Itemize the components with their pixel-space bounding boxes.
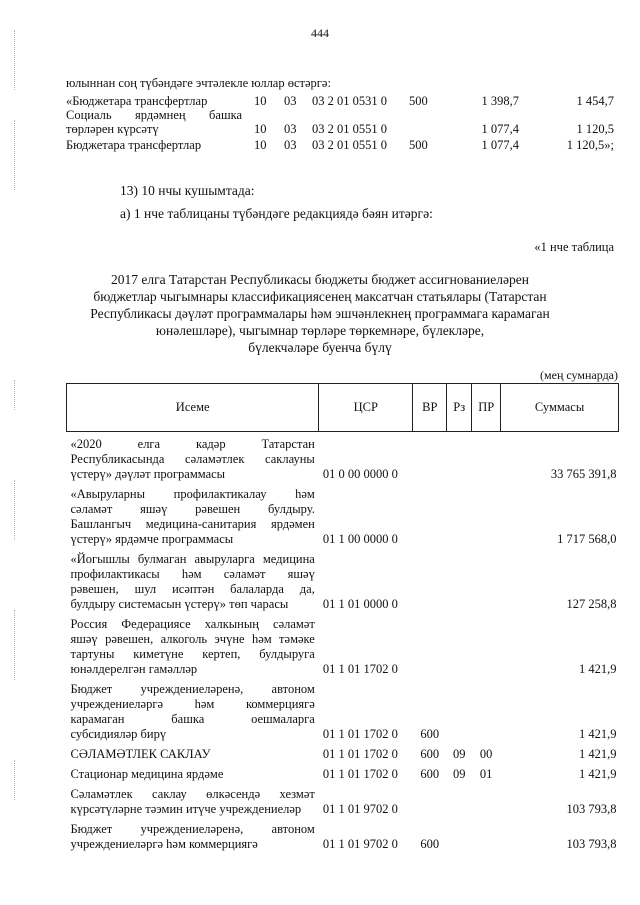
scan-margin-dots [14, 760, 17, 800]
row-pr: 01 [479, 766, 493, 781]
row-sum: 1 717 568,0 [557, 531, 617, 546]
scan-margin-dots [14, 610, 17, 680]
amendment-row-csr: 03 2 01 0531 0 [312, 94, 387, 108]
intro-line: юлыннан соң түбәндәге эчтәлекле юллар өстәргә: [66, 76, 331, 90]
row-name-line: Сәламәтлек саклау өлкәсендә хезмәт [70, 786, 315, 801]
row-pr [472, 817, 501, 852]
row-name-line: сәламәт яшәү рәвешен булдыру. [70, 501, 315, 516]
table-row [67, 762, 619, 782]
table-row [67, 742, 619, 762]
row-name-line: Стационар медицина ярдәме [70, 766, 224, 781]
amendment-row-vr: 500 [409, 94, 428, 108]
row-name-line: «Йогышлы булмаган авыруларга медицина [70, 551, 315, 566]
units-note: (мең сумнарда) [540, 368, 618, 382]
amendment-row-vr: 500 [409, 138, 428, 152]
row-name-line: Бюджет учреждениеләренә, автоном [70, 681, 315, 696]
row-name [67, 742, 319, 762]
amendment-row-value-2: 1 120,5»; [566, 138, 614, 152]
row-vr: 600 [420, 726, 440, 741]
row-vr: 600 [420, 766, 440, 781]
amendment-row-pr: 03 [284, 122, 297, 136]
amendment-row-value-2: 1 120,5 [576, 122, 614, 136]
row-rz [447, 482, 472, 547]
table-body [67, 432, 619, 852]
row-sum: 103 793,8 [566, 801, 617, 816]
table-row [67, 432, 619, 482]
table-title [80, 271, 560, 356]
item-13: 13) 10 нчы кушымтада: [120, 183, 255, 198]
header-name: Исеме [67, 384, 319, 432]
row-name [67, 612, 319, 677]
row-name-line: Башлангыч медицина-санитария ярдәмен [70, 516, 315, 531]
header-pr: ПР [472, 384, 501, 432]
scan-margin-dots [14, 480, 17, 540]
table-reference: «1 нче таблица [534, 240, 614, 254]
row-rz [447, 432, 472, 482]
row-sum: 1 421,9 [579, 746, 617, 761]
row-csr: 01 1 01 1702 0 [322, 746, 398, 761]
row-vr [413, 782, 447, 817]
row-pr [472, 782, 501, 817]
amendment-row-rz: 10 [254, 94, 267, 108]
row-csr: 01 1 01 1702 0 [322, 661, 398, 676]
row-csr: 01 1 01 9702 0 [322, 801, 398, 816]
row-name-line: рәвешен, шул исәптән балаларда да, [70, 581, 315, 596]
row-pr [472, 482, 501, 547]
amendment-row-value-1: 1 077,4 [481, 122, 519, 136]
row-pr [472, 612, 501, 677]
row-name-line: юнәлдерелгән гамәлләр [70, 661, 198, 676]
row-rz [447, 782, 472, 817]
row-sum: 1 421,9 [579, 726, 617, 741]
page-number: 444 [311, 26, 329, 40]
amendment-row-value-2: 1 454,7 [576, 94, 614, 108]
row-csr: 01 1 01 1702 0 [322, 766, 398, 781]
amendment-row-pr: 03 [284, 94, 297, 108]
table-row [67, 482, 619, 547]
amendment-row-rz: 10 [254, 122, 267, 136]
row-sum: 1 421,9 [579, 766, 617, 781]
row-name-line: учреждениеләргә һәм коммерциягә [70, 836, 258, 851]
row-pr [472, 677, 501, 742]
row-name [67, 677, 319, 742]
row-name-line: «2020 елга кадәр Татарстан [70, 436, 315, 451]
row-rz [447, 612, 472, 677]
scan-margin-dots [14, 380, 17, 410]
row-sum: 33 765 391,8 [550, 466, 617, 481]
row-name [67, 762, 319, 782]
row-csr: 01 1 01 0000 0 [322, 596, 398, 611]
row-csr: 01 1 01 1702 0 [322, 726, 398, 741]
table-row [67, 782, 619, 817]
amendment-row-name: «Бюджетара трансфертлар [66, 94, 208, 108]
budget-table [66, 383, 619, 852]
row-vr: 600 [420, 836, 440, 851]
row-sum: 1 421,9 [579, 661, 617, 676]
row-name-line: үстерү» дәүләт программасы [70, 466, 226, 481]
item-13a: а) 1 нче таблицаны түбәндәге редакциядә бәян итәргә: [120, 206, 433, 221]
row-rz [447, 817, 472, 852]
row-csr: 01 1 00 0000 0 [322, 531, 398, 546]
row-sum: 127 258,8 [566, 596, 617, 611]
row-vr [413, 432, 447, 482]
row-name [67, 817, 319, 852]
row-name-line: тартуны киметүне кертеп, булдыруга [70, 646, 315, 661]
amendment-row-csr: 03 2 01 0551 0 [312, 138, 387, 152]
row-name [67, 547, 319, 612]
row-name-line: Бюджет учреждениеләренә, автоном [70, 821, 315, 836]
row-name-line: үстерү» ярдәмче программасы [70, 531, 234, 546]
amendment-row-name: төрләрен күрсәтү [66, 122, 159, 136]
row-name-line: күрсәтүләрне тәэмин итүче учреждениеләр [70, 801, 302, 816]
row-name-line: яшәү рәвешен, алкоголь эчүне һәм тәмәке [70, 631, 315, 646]
row-vr [413, 612, 447, 677]
amendment-row-value-1: 1 077,4 [481, 138, 519, 152]
title-line: юнәлешләре), чыгымнар төрләре төркемнәре, бүлекләре, [155, 323, 485, 338]
table-row [67, 817, 619, 852]
row-name [67, 482, 319, 547]
table-row [67, 677, 619, 742]
table-row [67, 612, 619, 677]
row-name-line: карамаган башка оешмаларга [70, 711, 315, 726]
row-name-line: Россия Федерациясе халкының сәламәт [70, 616, 315, 631]
title-line: Республикасы дәүләт программалары һәм эшчәнлекнең программага карамаган [90, 306, 550, 321]
table-header-row [67, 384, 619, 432]
row-vr: 600 [420, 746, 440, 761]
row-name-line: профилактикасы һәм сәламәт яшәү [70, 566, 315, 581]
amendment-row-csr: 03 2 01 0551 0 [312, 122, 387, 136]
amendment-row-rz: 10 [254, 138, 267, 152]
title-line: 2017 елга Татарстан Республикасы бюджеты бюджет ассигнованиеләрен [111, 272, 529, 287]
table-row [67, 547, 619, 612]
row-name [67, 432, 319, 482]
row-csr: 01 0 00 0000 0 [322, 466, 398, 481]
row-sum: 103 793,8 [566, 836, 617, 851]
row-name-line: булдыру системасын үстерү» төп чарасы [70, 596, 289, 611]
row-rz [447, 547, 472, 612]
row-csr: 01 1 01 9702 0 [322, 836, 398, 851]
title-line: бүлекчәләре буенча бүлү [248, 340, 392, 355]
title-line: бюджетлар чыгымнары классификациясенең максатчан статьялары (Татарстан [93, 289, 547, 304]
row-pr: 00 [479, 746, 493, 761]
row-rz: 09 [452, 746, 466, 761]
row-name-line: СӘЛАМӘТЛЕК САКЛАУ [70, 746, 211, 761]
header-csr: ЦСР [319, 384, 413, 432]
amendment-row-value-1: 1 398,7 [481, 94, 519, 108]
row-name-line: субсидияләр бирү [70, 726, 167, 741]
amendment-row-pr: 03 [284, 138, 297, 152]
header-rz: Рз [447, 384, 472, 432]
row-name-line: Республикасында сәламәтлек саклауны [70, 451, 315, 466]
row-vr [413, 547, 447, 612]
row-rz: 09 [452, 766, 466, 781]
row-name-line: учреждениеләргә һәм коммерциягә [70, 696, 315, 711]
header-sum: Суммасы [501, 384, 619, 432]
row-pr [472, 547, 501, 612]
amendment-row-name: Социаль ярдәмнең башка [66, 108, 242, 122]
row-rz [447, 677, 472, 742]
row-name [67, 782, 319, 817]
scan-margin-dots [14, 120, 17, 190]
row-pr [472, 432, 501, 482]
row-vr [413, 482, 447, 547]
row-name-line: «Авыруларны профилактикалау һәм [70, 486, 315, 501]
amendment-row-name: Бюджетара трансфертлар [66, 138, 202, 152]
header-vr: ВР [413, 384, 447, 432]
